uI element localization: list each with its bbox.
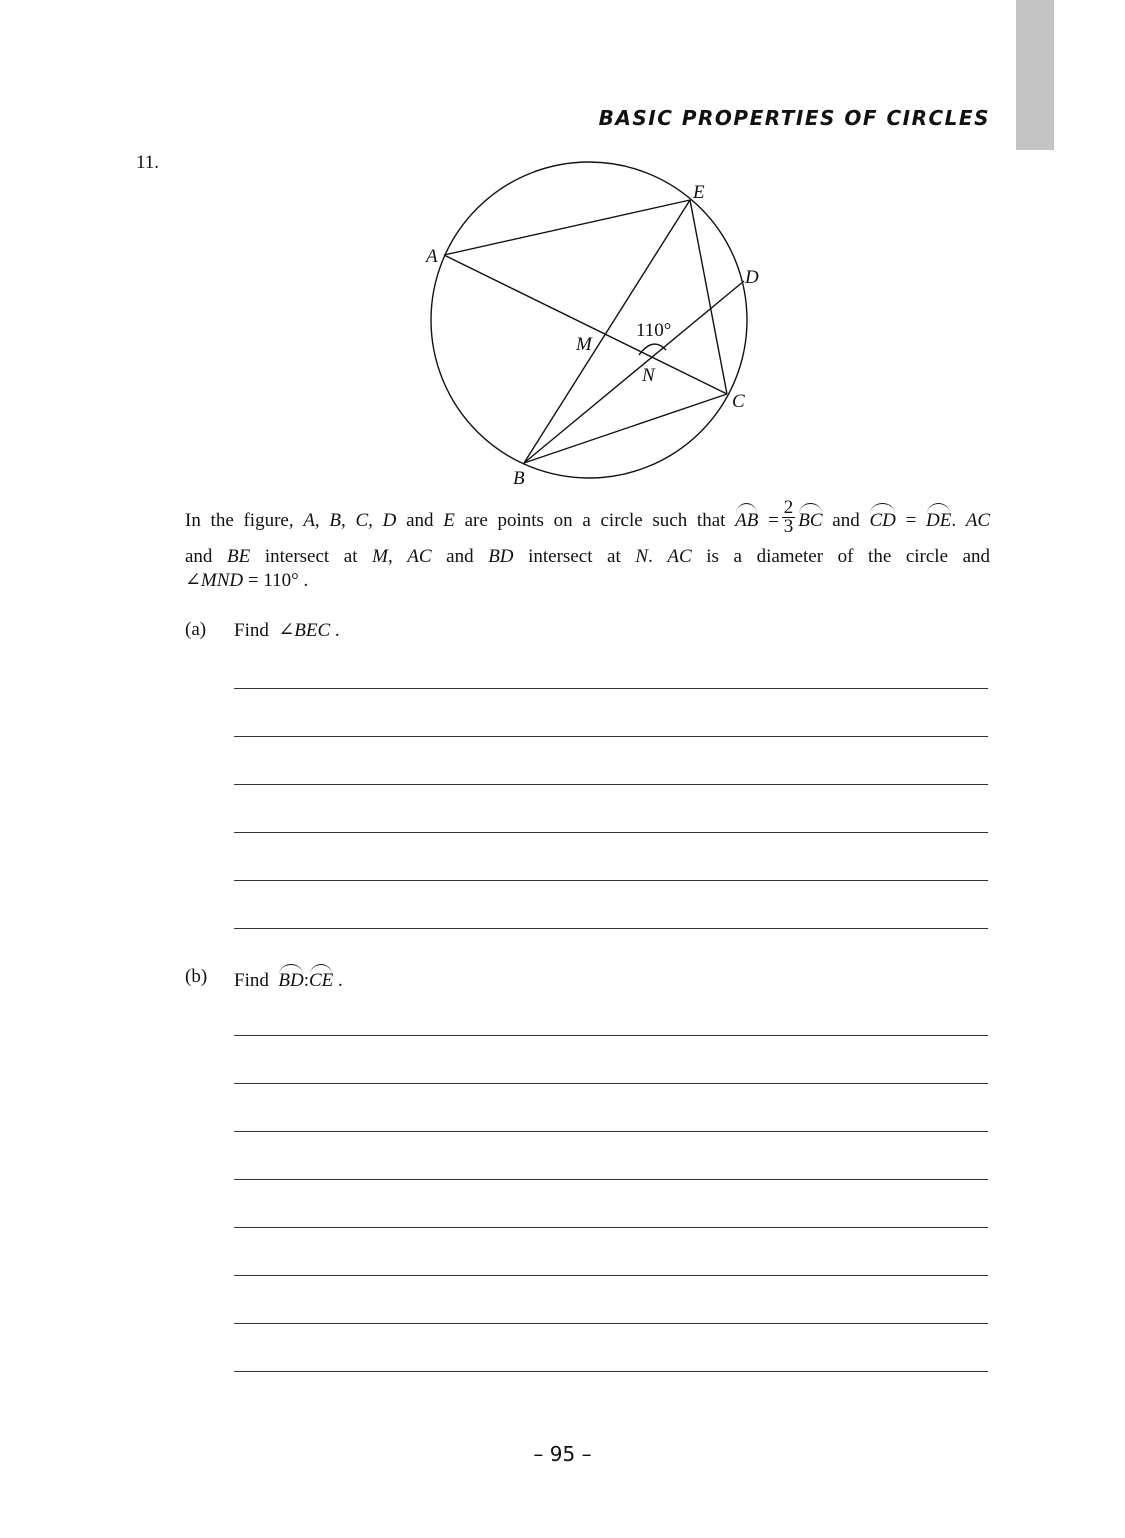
answer-line[interactable] <box>234 1035 988 1036</box>
equals-sign: = <box>768 509 779 531</box>
part-a-label: (a) <box>185 619 207 640</box>
text-is-diameter: is a diameter of the circle and <box>706 546 991 567</box>
point-A: A <box>303 509 315 531</box>
answer-line[interactable] <box>234 880 988 881</box>
segment-AC-text: AC <box>965 509 991 531</box>
arc-BC: BC <box>798 505 822 533</box>
answer-line[interactable] <box>234 832 988 833</box>
fraction-denominator: 3 <box>783 516 794 537</box>
segment-BC <box>524 394 727 463</box>
text-are-points: are points on a circle such that <box>464 509 726 531</box>
label-A: A <box>426 246 438 267</box>
answer-line[interactable] <box>234 1131 988 1132</box>
point-B: B <box>329 509 341 531</box>
answer-line[interactable] <box>234 1371 988 1372</box>
arc-CE: CE <box>309 966 333 992</box>
chapter-side-tab <box>1016 0 1054 150</box>
fraction-numerator: 2 <box>783 497 794 518</box>
label-N: N <box>642 365 655 386</box>
page-number: – 95 – <box>533 1442 592 1466</box>
answer-line[interactable] <box>234 928 988 929</box>
text-intro: In the figure, <box>185 509 294 531</box>
label-C: C <box>732 391 745 412</box>
word-and: and <box>832 509 860 531</box>
answer-line[interactable] <box>234 1179 988 1180</box>
word-and: and <box>185 546 213 567</box>
equals-sign: = <box>905 509 917 531</box>
comma: , <box>341 509 346 531</box>
period: . <box>334 620 340 641</box>
label-M: M <box>576 334 592 355</box>
comma: , <box>368 509 373 531</box>
segment-BD <box>524 281 744 463</box>
point-D: D <box>382 509 397 531</box>
text-intersect-at: intersect at <box>528 546 621 567</box>
word-and: and <box>446 546 474 567</box>
period: . <box>648 546 653 567</box>
label-E: E <box>693 182 705 203</box>
arc-DE: DE <box>926 505 951 533</box>
answer-line[interactable] <box>234 784 988 785</box>
colon: : <box>303 970 309 991</box>
comma: , <box>314 509 320 531</box>
word-and: and <box>406 509 434 531</box>
question-text-line-1 <box>185 497 991 540</box>
segment-AC <box>444 255 727 394</box>
circle <box>431 162 747 478</box>
comma: , <box>387 546 393 567</box>
part-b-label: (b) <box>185 966 208 987</box>
word-find: Find <box>234 970 269 991</box>
circle-figure <box>410 150 790 495</box>
word-find: Find <box>234 620 269 641</box>
answer-line[interactable] <box>234 1227 988 1228</box>
answer-line[interactable] <box>234 1275 988 1276</box>
fraction-two-thirds <box>782 499 796 536</box>
angle-MND: ∠MND <box>185 570 244 591</box>
page-header-title: BASIC PROPERTIES OF CIRCLES <box>598 106 990 130</box>
segment-AC-text: AC <box>667 546 692 567</box>
answer-line[interactable] <box>234 688 988 689</box>
text-intersect-at: intersect at <box>264 546 358 567</box>
question-number: 11. <box>136 152 160 173</box>
arc-CD: CD <box>869 505 895 533</box>
answer-line[interactable] <box>234 1323 988 1324</box>
answer-line[interactable] <box>234 736 988 737</box>
arc-AB: AB <box>735 505 758 533</box>
point-E: E <box>443 509 455 531</box>
period: . <box>338 970 343 991</box>
angle-BEC: ∠BEC <box>278 620 331 641</box>
point-M: M <box>372 546 388 567</box>
question-text-line-3 <box>185 569 990 593</box>
segment-AC-text: AC <box>407 546 432 567</box>
part-b-prompt <box>234 966 343 992</box>
label-D: D <box>745 267 759 288</box>
segment-EC <box>690 200 727 394</box>
point-C: C <box>355 509 369 531</box>
point-N: N <box>635 546 649 567</box>
answer-line[interactable] <box>234 1083 988 1084</box>
angle-label: 110° <box>636 320 672 341</box>
question-text-line-2 <box>185 545 990 569</box>
part-a-prompt <box>234 619 340 642</box>
label-B: B <box>513 468 525 489</box>
period: . <box>951 509 957 531</box>
angle-value: = 110° <box>247 570 299 591</box>
segment-BE-text: BE <box>227 546 251 567</box>
arc-BD: BD <box>278 966 303 992</box>
period: . <box>303 570 309 591</box>
segment-AE <box>444 200 690 255</box>
segment-BD-text: BD <box>488 546 514 567</box>
